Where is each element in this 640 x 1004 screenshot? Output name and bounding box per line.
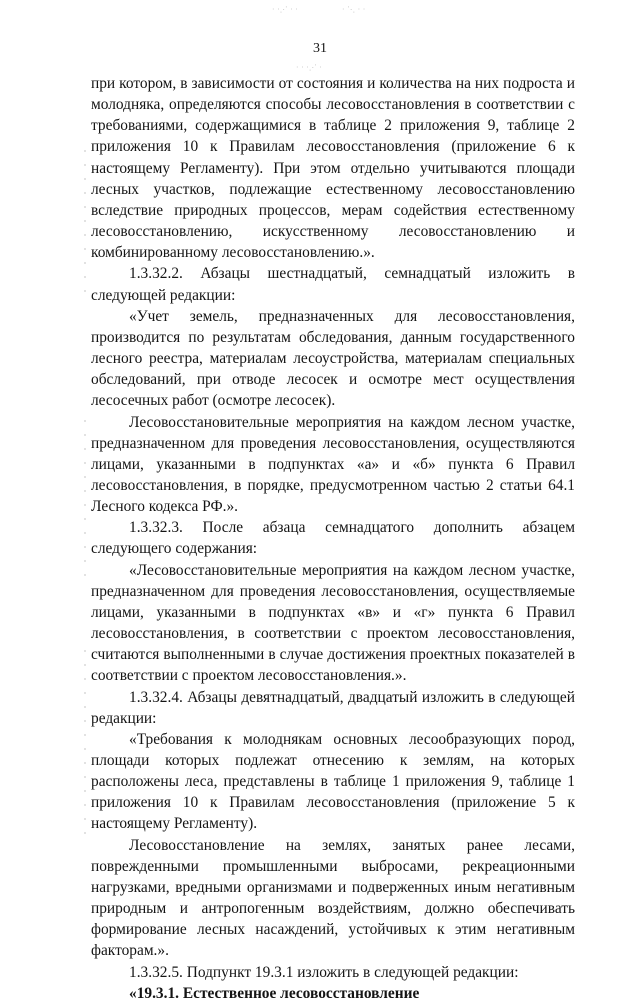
paragraph: 1.3.32.4. Абзацы девятнадцатый, двадцатый изложить в следующей редакции: [91, 688, 575, 727]
page-number: 31 [313, 41, 327, 56]
paragraph: Лесовосстановительные мероприятия на каждом лесном участке, предназначенном для проведения лесовосстановления, осуществляются лицами, указанными в подпунктах «а» и «б» пункта 6 Правил лесовосстановления, в порядке, предусмотренном частью 2 статьи 64.1 Лесного кодекса РФ.». [91, 413, 575, 516]
scan-artifact: · · ·⋰ · [296, 63, 322, 72]
paragraph: при котором, в зависимости от состояния и количества на них подроста и молодняка, определяются способы лесовосстановления в соответствии с требованиями, содержащимися в таблице 2 приложения 9, таблице 2 приложения 10 к Правилам лесовосстановления (приложение 6 к настоящему Регламенту). При этом отдельно учитываются площади лесных участков, подлежащие естественному лесовосстановлению вследствие природных процессов, мерам содействия естественному лесовосстановлению, искусственному лесовосстановлению и комбинированному лесовосстановлению.». [91, 75, 575, 262]
paragraph: «Лесовосстановительные мероприятия на каждом лесном участке, предназначенном для проведения лесовосстановления, осуществляемые лицами, указанными в подпунктах «в» и «г» пункта 6 Правил лесовосстановления, в соответствии с проектом лесовосстановления, считаются выполненными в случае достижения проектных показателей в соответствии с проектом лесовосстановления.». [91, 561, 575, 685]
section-heading: «19.3.1. Естественное лесовосстановление [129, 984, 420, 1002]
paragraph: «Учет земель, предназначенных для лесовосстановления, производится по результатам обследования, данным государственного лесного реестра, материалам лесоустройства, материалам специальных обследований, при отводе лесосек и осмотре мест осуществления лесосечных работ (осмотре лесосек). [91, 307, 575, 410]
scan-artifact: · ⋱ · · [342, 5, 366, 14]
scan-artifact: · ·⋰ · · [272, 5, 298, 14]
document-body [91, 73, 575, 1004]
scan-margin-artifact [84, 150, 86, 300]
scan-margin-artifact [84, 420, 86, 580]
paragraph: «Требования к молоднякам основных лесообразующих пород, площади которых подлежат отнесению к землям, на которых расположены леса, представлены в таблице 1 приложения 9, таблице 1 приложения 10 к Правилам лесовосстановления (приложение 5 к настоящему Регламенту). [91, 730, 575, 833]
paragraph: 1.3.32.5. Подпункт 19.3.1 изложить в следующей редакции: [129, 963, 519, 981]
paragraph: 1.3.32.3. После абзаца семнадцатого дополнить абзацем следующего содержания: [91, 519, 575, 558]
paragraph: 1.3.32.2. Абзацы шестнадцатый, семнадцатый изложить в следующей редакции: [91, 265, 575, 304]
scan-margin-artifact [84, 650, 86, 840]
paragraph: Лесовосстановление на землях, занятых ранее лесами, поврежденными промышленными выбросами, рекреационными нагрузками, вредными организмами и подверженных иным негативным природным и антропогенным воздействиям, должно обеспечивать формирование лесных насаждений, устойчивых к этим негативным факторам.». [91, 836, 575, 960]
